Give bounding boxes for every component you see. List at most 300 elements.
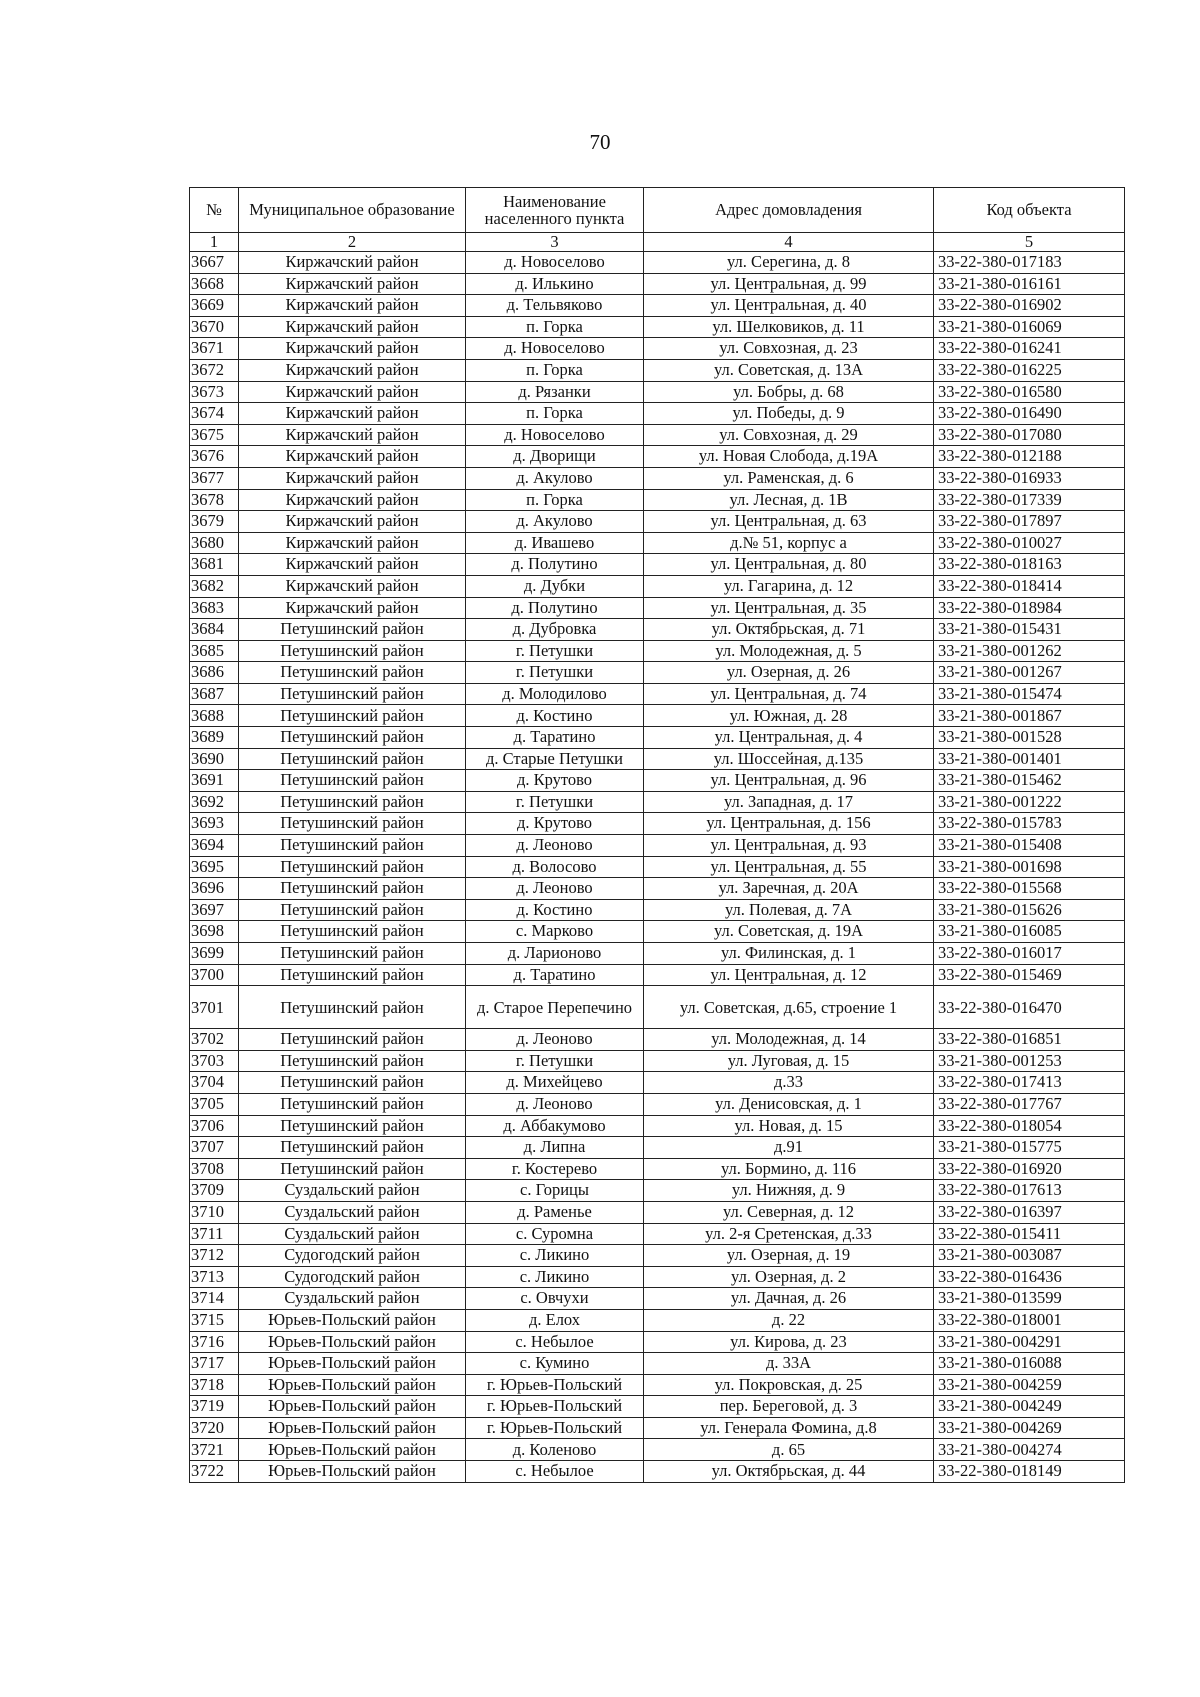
settlement-cell: д. Елох: [466, 1309, 644, 1331]
object-code-cell: 33-22-380-018149: [934, 1461, 1125, 1483]
settlement-cell: д. Михейцево: [466, 1072, 644, 1094]
row-number-cell: 3722: [190, 1461, 239, 1483]
address-cell: ул. Озерная, д. 19: [644, 1245, 934, 1267]
object-code-cell: 33-21-380-015626: [934, 899, 1125, 921]
municipality-cell: Петушинский район: [239, 856, 466, 878]
table-row: [190, 683, 1125, 705]
object-code-cell: 33-21-380-016088: [934, 1353, 1125, 1375]
address-cell: д.91: [644, 1137, 934, 1159]
address-cell: ул. Нижняя, д. 9: [644, 1180, 934, 1202]
row-number-cell: 3693: [190, 813, 239, 835]
object-code-cell: 33-22-380-016490: [934, 403, 1125, 425]
table-row: [190, 964, 1125, 986]
object-code-cell: 33-22-380-018414: [934, 575, 1125, 597]
settlement-cell: с. Кумино: [466, 1353, 644, 1375]
municipality-cell: Петушинский район: [239, 899, 466, 921]
object-code-cell: 33-21-380-015431: [934, 619, 1125, 641]
settlement-cell: д. Новоселово: [466, 338, 644, 360]
municipality-cell: Петушинский район: [239, 1072, 466, 1094]
settlement-cell: г. Юрьев-Польский: [466, 1417, 644, 1439]
settlement-cell: г. Петушки: [466, 1050, 644, 1072]
settlement-cell: г. Костерево: [466, 1158, 644, 1180]
object-code-cell: 33-22-380-015783: [934, 813, 1125, 835]
row-number-cell: 3684: [190, 619, 239, 641]
settlement-cell: д. Дворищи: [466, 446, 644, 468]
table-row: [190, 511, 1125, 533]
table-row: [190, 381, 1125, 403]
object-code-cell: 33-22-380-012188: [934, 446, 1125, 468]
settlement-cell: д. Таратино: [466, 964, 644, 986]
settlement-cell: с. Небылое: [466, 1461, 644, 1483]
municipality-cell: Юрьев-Польский район: [239, 1353, 466, 1375]
object-code-cell: 33-22-380-016397: [934, 1201, 1125, 1223]
object-code-cell: 33-22-380-015469: [934, 964, 1125, 986]
address-cell: ул. Озерная, д. 2: [644, 1266, 934, 1288]
municipality-cell: Петушинский район: [239, 1158, 466, 1180]
settlement-cell: д. Леоново: [466, 835, 644, 857]
table-row: [190, 424, 1125, 446]
row-number-cell: 3690: [190, 748, 239, 770]
address-cell: ул. Новая Слобода, д.19А: [644, 446, 934, 468]
table-row: [190, 748, 1125, 770]
table-row: [190, 252, 1125, 274]
settlement-cell: с. Овчухи: [466, 1288, 644, 1310]
object-code-cell: 33-22-380-016241: [934, 338, 1125, 360]
address-cell: ул. Победы, д. 9: [644, 403, 934, 425]
object-code-cell: 33-22-380-016470: [934, 986, 1125, 1029]
settlement-cell: г. Петушки: [466, 640, 644, 662]
settlement-cell: д. Новоселово: [466, 424, 644, 446]
row-number-cell: 3697: [190, 899, 239, 921]
settlement-cell: д. Коленово: [466, 1439, 644, 1461]
row-number-cell: 3682: [190, 575, 239, 597]
municipality-cell: Киржачский район: [239, 489, 466, 511]
settlement-cell: г. Юрьев-Польский: [466, 1374, 644, 1396]
municipality-cell: Петушинский район: [239, 1137, 466, 1159]
settlement-cell: д. Ивашево: [466, 532, 644, 554]
column-header-address: Адрес домовладения: [644, 188, 934, 233]
table-row: [190, 1072, 1125, 1094]
row-number-cell: 3685: [190, 640, 239, 662]
municipality-cell: Судогодский район: [239, 1245, 466, 1267]
municipality-cell: Киржачский район: [239, 338, 466, 360]
address-cell: ул. Совхозная, д. 23: [644, 338, 934, 360]
object-code-cell: 33-21-380-001253: [934, 1050, 1125, 1072]
object-code-cell: 33-21-380-015408: [934, 835, 1125, 857]
municipality-cell: Юрьев-Польский район: [239, 1396, 466, 1418]
municipality-cell: Киржачский район: [239, 424, 466, 446]
table-row: [190, 575, 1125, 597]
municipality-cell: Киржачский район: [239, 446, 466, 468]
object-code-cell: 33-22-380-016933: [934, 467, 1125, 489]
address-cell: ул. Серегина, д. 8: [644, 252, 934, 274]
row-number-cell: 3675: [190, 424, 239, 446]
address-cell: ул. Центральная, д. 12: [644, 964, 934, 986]
object-code-cell: 33-22-380-015411: [934, 1223, 1125, 1245]
row-number-cell: 3668: [190, 273, 239, 295]
settlement-cell: д. Дубки: [466, 575, 644, 597]
object-code-cell: 33-22-380-016902: [934, 295, 1125, 317]
municipality-cell: Петушинский район: [239, 921, 466, 943]
address-cell: ул. Центральная, д. 35: [644, 597, 934, 619]
settlement-cell: д. Полутино: [466, 554, 644, 576]
object-code-cell: 33-21-380-015474: [934, 683, 1125, 705]
municipality-cell: Петушинский район: [239, 619, 466, 641]
object-code-cell: 33-21-380-001222: [934, 791, 1125, 813]
address-cell: ул. Центральная, д. 96: [644, 770, 934, 792]
column-index: 1: [190, 233, 239, 252]
table-row: [190, 813, 1125, 835]
table-row: [190, 1158, 1125, 1180]
row-number-cell: 3669: [190, 295, 239, 317]
table-row: [190, 1245, 1125, 1267]
table-row: [190, 1353, 1125, 1375]
object-code-cell: 33-21-380-001867: [934, 705, 1125, 727]
settlement-cell: д. Старое Перепечино: [466, 986, 644, 1029]
municipality-cell: Петушинский район: [239, 986, 466, 1029]
address-cell: ул. Филинская, д. 1: [644, 943, 934, 965]
settlement-cell: д. Старые Петушки: [466, 748, 644, 770]
address-cell: пер. Береговой, д. 3: [644, 1396, 934, 1418]
settlement-cell: д. Акулово: [466, 511, 644, 533]
address-cell: ул. Новая, д. 15: [644, 1115, 934, 1137]
municipality-cell: Юрьев-Польский район: [239, 1374, 466, 1396]
address-cell: ул. Бормино, д. 116: [644, 1158, 934, 1180]
object-code-cell: 33-21-380-004291: [934, 1331, 1125, 1353]
table-row: [190, 986, 1125, 1029]
settlement-cell: д. Крутово: [466, 813, 644, 835]
row-number-cell: 3689: [190, 727, 239, 749]
column-index-row: [190, 233, 1125, 252]
address-cell: ул. Денисовская, д. 1: [644, 1093, 934, 1115]
municipality-cell: Петушинский район: [239, 791, 466, 813]
municipality-cell: Петушинский район: [239, 662, 466, 684]
object-code-cell: 33-22-380-018163: [934, 554, 1125, 576]
address-cell: ул. Шоссейная, д.135: [644, 748, 934, 770]
row-number-cell: 3686: [190, 662, 239, 684]
municipality-cell: Петушинский район: [239, 835, 466, 857]
settlement-cell: д. Леоново: [466, 1029, 644, 1051]
address-cell: ул. Центральная, д. 74: [644, 683, 934, 705]
address-cell: ул. Центральная, д. 40: [644, 295, 934, 317]
table-row: [190, 403, 1125, 425]
row-number-cell: 3721: [190, 1439, 239, 1461]
column-index: 2: [239, 233, 466, 252]
row-number-cell: 3692: [190, 791, 239, 813]
object-code-cell: 33-22-380-016017: [934, 943, 1125, 965]
municipality-cell: Киржачский район: [239, 295, 466, 317]
table-row: [190, 943, 1125, 965]
municipality-cell: Киржачский район: [239, 575, 466, 597]
table-row: [190, 921, 1125, 943]
settlement-cell: д. Илькино: [466, 273, 644, 295]
table-row: [190, 1439, 1125, 1461]
table-row: [190, 899, 1125, 921]
object-code-cell: 33-21-380-015775: [934, 1137, 1125, 1159]
settlement-cell: д. Волосово: [466, 856, 644, 878]
object-code-cell: 33-22-380-017767: [934, 1093, 1125, 1115]
municipality-cell: Суздальский район: [239, 1223, 466, 1245]
settlement-cell: д. Липна: [466, 1137, 644, 1159]
address-cell: ул. Молодежная, д. 5: [644, 640, 934, 662]
settlement-cell: д. Тельвяково: [466, 295, 644, 317]
row-number-cell: 3708: [190, 1158, 239, 1180]
municipality-cell: Киржачский район: [239, 554, 466, 576]
address-cell: ул. Генерала Фомина, д.8: [644, 1417, 934, 1439]
address-cell: д. 33А: [644, 1353, 934, 1375]
table-row: [190, 727, 1125, 749]
row-number-cell: 3707: [190, 1137, 239, 1159]
table-row: [190, 1396, 1125, 1418]
address-cell: ул. Советская, д. 13А: [644, 359, 934, 381]
address-cell: ул. Кирова, д. 23: [644, 1331, 934, 1353]
table-row: [190, 791, 1125, 813]
table-row: [190, 1201, 1125, 1223]
address-cell: ул. Покровская, д. 25: [644, 1374, 934, 1396]
row-number-cell: 3677: [190, 467, 239, 489]
table-row: [190, 1374, 1125, 1396]
column-header-object-code: Код объекта: [934, 188, 1125, 233]
column-index: 5: [934, 233, 1125, 252]
municipality-cell: Петушинский район: [239, 727, 466, 749]
row-number-cell: 3667: [190, 252, 239, 274]
settlement-cell: д. Дубровка: [466, 619, 644, 641]
table-row: [190, 489, 1125, 511]
object-code-cell: 33-21-380-004259: [934, 1374, 1125, 1396]
municipality-cell: Киржачский район: [239, 252, 466, 274]
column-header-settlement: Наименование населенного пункта: [466, 188, 644, 233]
municipality-cell: Суздальский район: [239, 1201, 466, 1223]
row-number-cell: 3694: [190, 835, 239, 857]
object-code-cell: 33-22-380-017339: [934, 489, 1125, 511]
row-number-cell: 3718: [190, 1374, 239, 1396]
address-cell: д.№ 51, корпус а: [644, 532, 934, 554]
row-number-cell: 3713: [190, 1266, 239, 1288]
object-code-cell: 33-22-380-018001: [934, 1309, 1125, 1331]
table-row: [190, 467, 1125, 489]
settlement-cell: с. Горицы: [466, 1180, 644, 1202]
row-number-cell: 3704: [190, 1072, 239, 1094]
page-number: 70: [589, 130, 611, 154]
settlement-cell: д. Раменье: [466, 1201, 644, 1223]
table-row: [190, 1331, 1125, 1353]
address-cell: ул. Центральная, д. 156: [644, 813, 934, 835]
address-cell: ул. Центральная, д. 93: [644, 835, 934, 857]
municipality-cell: Юрьев-Польский район: [239, 1331, 466, 1353]
table-row: [190, 1115, 1125, 1137]
table-row: [190, 1417, 1125, 1439]
municipality-cell: Петушинский район: [239, 705, 466, 727]
address-cell: ул. Луговая, д. 15: [644, 1050, 934, 1072]
row-number-cell: 3687: [190, 683, 239, 705]
address-cell: ул. Молодежная, д. 14: [644, 1029, 934, 1051]
municipality-cell: Киржачский район: [239, 381, 466, 403]
row-number-cell: 3700: [190, 964, 239, 986]
address-cell: ул. Центральная, д. 55: [644, 856, 934, 878]
address-cell: ул. Озерная, д. 26: [644, 662, 934, 684]
object-code-cell: 33-22-380-017613: [934, 1180, 1125, 1202]
municipality-cell: Суздальский район: [239, 1180, 466, 1202]
row-number-cell: 3702: [190, 1029, 239, 1051]
object-code-cell: 33-22-380-016225: [934, 359, 1125, 381]
table-row: [190, 1050, 1125, 1072]
table-row: [190, 554, 1125, 576]
municipality-cell: Петушинский район: [239, 640, 466, 662]
object-code-cell: 33-21-380-015462: [934, 770, 1125, 792]
column-index: 3: [466, 233, 644, 252]
table-row: [190, 1461, 1125, 1483]
object-code-cell: 33-22-380-015568: [934, 878, 1125, 900]
address-cell: ул. Октябрьская, д. 71: [644, 619, 934, 641]
row-number-cell: 3681: [190, 554, 239, 576]
object-code-cell: 33-21-380-004269: [934, 1417, 1125, 1439]
object-code-cell: 33-21-380-004274: [934, 1439, 1125, 1461]
settlement-cell: п. Горка: [466, 403, 644, 425]
municipality-cell: Петушинский район: [239, 1093, 466, 1115]
table-row: [190, 770, 1125, 792]
object-code-cell: 33-22-380-018054: [934, 1115, 1125, 1137]
table-row: [190, 359, 1125, 381]
row-number-cell: 3712: [190, 1245, 239, 1267]
municipality-cell: Судогодский район: [239, 1266, 466, 1288]
row-number-cell: 3680: [190, 532, 239, 554]
municipality-cell: Петушинский район: [239, 748, 466, 770]
table-row: [190, 1309, 1125, 1331]
object-code-cell: 33-21-380-003087: [934, 1245, 1125, 1267]
address-cell: ул. Южная, д. 28: [644, 705, 934, 727]
table-body: [190, 252, 1125, 1483]
row-number-cell: 3671: [190, 338, 239, 360]
row-number-cell: 3688: [190, 705, 239, 727]
row-number-cell: 3672: [190, 359, 239, 381]
address-cell: д.33: [644, 1072, 934, 1094]
settlement-cell: г. Петушки: [466, 791, 644, 813]
object-code-cell: 33-21-380-001401: [934, 748, 1125, 770]
table-row: [190, 1266, 1125, 1288]
registry-table: [189, 187, 1125, 1483]
municipality-cell: Суздальский район: [239, 1288, 466, 1310]
settlement-cell: д. Костино: [466, 899, 644, 921]
settlement-cell: с. Ликино: [466, 1266, 644, 1288]
table-row: [190, 640, 1125, 662]
municipality-cell: Киржачский район: [239, 273, 466, 295]
settlement-cell: п. Горка: [466, 359, 644, 381]
row-number-cell: 3696: [190, 878, 239, 900]
object-code-cell: 33-21-380-001262: [934, 640, 1125, 662]
settlement-cell: д. Акулово: [466, 467, 644, 489]
table-row: [190, 295, 1125, 317]
row-number-cell: 3670: [190, 316, 239, 338]
settlement-cell: с. Небылое: [466, 1331, 644, 1353]
row-number-cell: 3706: [190, 1115, 239, 1137]
row-number-cell: 3699: [190, 943, 239, 965]
municipality-cell: Петушинский район: [239, 1115, 466, 1137]
table-row: [190, 532, 1125, 554]
table-row: [190, 878, 1125, 900]
table-row: [190, 446, 1125, 468]
settlement-cell: г. Юрьев-Польский: [466, 1396, 644, 1418]
object-code-cell: 33-22-380-016580: [934, 381, 1125, 403]
object-code-cell: 33-21-380-013599: [934, 1288, 1125, 1310]
row-number-cell: 3679: [190, 511, 239, 533]
municipality-cell: Киржачский район: [239, 532, 466, 554]
object-code-cell: 33-22-380-017897: [934, 511, 1125, 533]
settlement-cell: д. Рязанки: [466, 381, 644, 403]
row-number-cell: 3698: [190, 921, 239, 943]
row-number-cell: 3719: [190, 1396, 239, 1418]
settlement-cell: д. Леоново: [466, 1093, 644, 1115]
row-number-cell: 3674: [190, 403, 239, 425]
address-cell: ул. Заречная, д. 20А: [644, 878, 934, 900]
row-number-cell: 3676: [190, 446, 239, 468]
settlement-cell: с. Марково: [466, 921, 644, 943]
object-code-cell: 33-21-380-001698: [934, 856, 1125, 878]
settlement-cell: д. Костино: [466, 705, 644, 727]
object-code-cell: 33-22-380-010027: [934, 532, 1125, 554]
table-row: [190, 705, 1125, 727]
table-row: [190, 856, 1125, 878]
table-row: [190, 662, 1125, 684]
municipality-cell: Петушинский район: [239, 1029, 466, 1051]
address-cell: ул. Совхозная, д. 29: [644, 424, 934, 446]
address-cell: ул. 2-я Сретенская, д.33: [644, 1223, 934, 1245]
settlement-cell: с. Суромна: [466, 1223, 644, 1245]
settlement-cell: с. Ликино: [466, 1245, 644, 1267]
settlement-cell: д. Ларионово: [466, 943, 644, 965]
object-code-cell: 33-22-380-017080: [934, 424, 1125, 446]
table-row: [190, 1137, 1125, 1159]
municipality-cell: Петушинский район: [239, 683, 466, 705]
address-cell: ул. Раменская, д. 6: [644, 467, 934, 489]
row-number-cell: 3709: [190, 1180, 239, 1202]
settlement-cell: д. Крутово: [466, 770, 644, 792]
municipality-cell: Киржачский район: [239, 316, 466, 338]
row-number-cell: 3720: [190, 1417, 239, 1439]
municipality-cell: Юрьев-Польский район: [239, 1417, 466, 1439]
object-code-cell: 33-22-380-017183: [934, 252, 1125, 274]
table-row: [190, 1288, 1125, 1310]
table-row: [190, 597, 1125, 619]
row-number-cell: 3711: [190, 1223, 239, 1245]
address-cell: ул. Центральная, д. 80: [644, 554, 934, 576]
object-code-cell: 33-22-380-018984: [934, 597, 1125, 619]
municipality-cell: Петушинский район: [239, 813, 466, 835]
municipality-cell: Киржачский район: [239, 403, 466, 425]
municipality-cell: Петушинский район: [239, 943, 466, 965]
address-cell: д. 65: [644, 1439, 934, 1461]
column-header-municipality: Муниципальное образование: [239, 188, 466, 233]
municipality-cell: Киржачский район: [239, 467, 466, 489]
address-cell: ул. Полевая, д. 7А: [644, 899, 934, 921]
settlement-cell: д. Полутино: [466, 597, 644, 619]
table-row: [190, 1093, 1125, 1115]
table-row: [190, 619, 1125, 641]
table-row: [190, 1223, 1125, 1245]
row-number-cell: 3715: [190, 1309, 239, 1331]
column-header-number: №: [190, 188, 239, 233]
municipality-cell: Киржачский район: [239, 511, 466, 533]
object-code-cell: 33-21-380-016069: [934, 316, 1125, 338]
municipality-cell: Петушинский район: [239, 878, 466, 900]
table-row: [190, 273, 1125, 295]
object-code-cell: 33-21-380-016085: [934, 921, 1125, 943]
column-index: 4: [644, 233, 934, 252]
address-cell: ул. Лесная, д. 1В: [644, 489, 934, 511]
row-number-cell: 3703: [190, 1050, 239, 1072]
object-code-cell: 33-22-380-017413: [934, 1072, 1125, 1094]
address-cell: ул. Октябрьская, д. 44: [644, 1461, 934, 1483]
row-number-cell: 3716: [190, 1331, 239, 1353]
